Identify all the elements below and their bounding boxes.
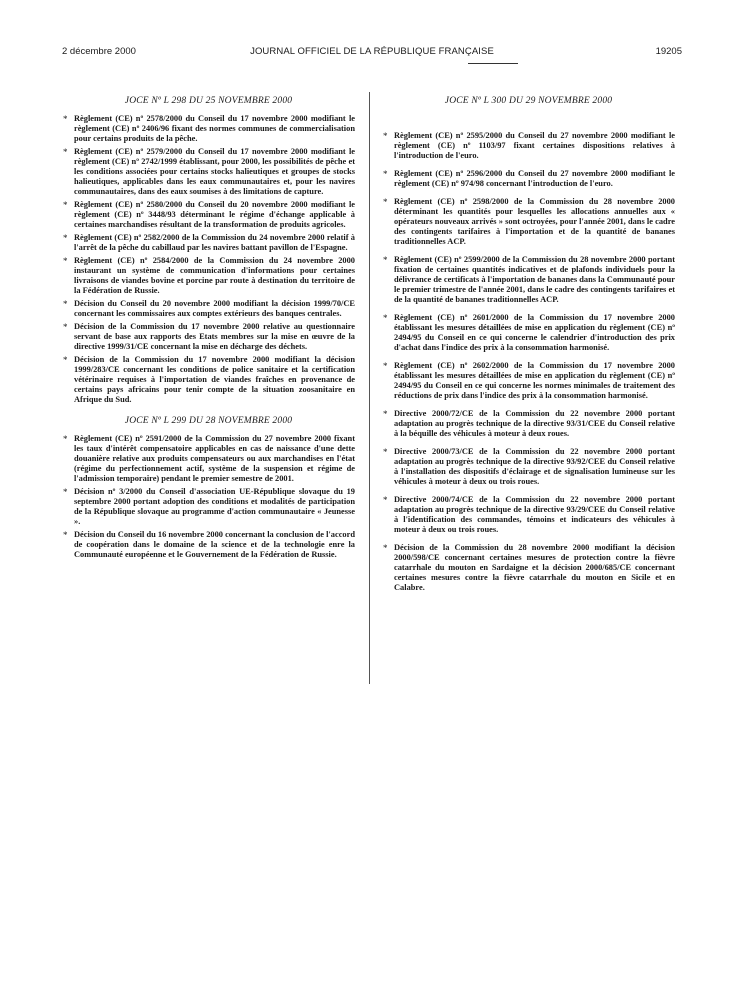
entry-text: Règlement (CE) nº 2596/2000 du Conseil du 27 novembre 2000 modifiant le règlement (CE) nº 974/98 concernant l'introduction de l'euro. — [394, 169, 675, 188]
entry-text: Décision du Conseil du 20 novembre 2000 modifiant la décision 1999/70/CE concernant les commissaires aux comptes extérieurs des banques centrales. — [74, 299, 355, 318]
entry-text: Règlement (CE) nº 2601/2000 de la Commission du 17 novembre 2000 établissant les mesures détaillées de mise en application du règlement (CE) nº 2494/95 du Conseil en ce qui concerne le calendrier d'introduction des prix d'achat dans l'indice des prix à la consommation harmonisé. — [394, 313, 675, 352]
list-item — [62, 530, 355, 560]
entry-text: Règlement (CE) nº 2578/2000 du Conseil du 17 novembre 2000 modifiant le règlement (CE) nº 2406/96 fixant des normes communes de commercialisation pour certains produits de la pêche. — [74, 114, 355, 143]
list-item — [382, 447, 675, 487]
entry-text: Décision nº 3/2000 du Conseil d'association UE-République slovaque du 19 septembre 2000 portant adoption des conditions et modalités de participation de la République slovaque au programme d'action communautaire « Jeunesse ». — [74, 487, 355, 526]
section-title-l298: JOCE Nº L 298 DU 25 NOVEMBRE 2000 — [124, 96, 293, 106]
asterisk-icon: * — [63, 322, 68, 332]
asterisk-icon: * — [63, 487, 68, 497]
entry-text: Décision de la Commission du 17 novembre 2000 relative au questionnaire servant de base aux rapports des Etats membres sur la mise en œuvre de la directive 1999/31/CE concernant la mise en décharge des déchets. — [74, 322, 355, 351]
list-item — [382, 313, 675, 353]
asterisk-icon: * — [63, 200, 68, 210]
page-number: 19205 — [655, 46, 682, 57]
entry-list-l298 — [62, 114, 355, 405]
asterisk-icon: * — [383, 543, 388, 553]
asterisk-icon: * — [63, 233, 68, 243]
entry-text: Décision du Conseil du 16 novembre 2000 concernant la conclusion de l'accord de coopération dans le domaine de la science et de la technologie enre la Communauté européenne et le Gouvernement de la Fédération de Russie. — [74, 530, 355, 559]
list-item — [62, 299, 355, 319]
asterisk-icon: * — [383, 255, 388, 265]
asterisk-icon: * — [383, 169, 388, 179]
section-title-l300: JOCE Nº L 300 DU 29 NOVEMBRE 2000 — [444, 96, 613, 106]
list-item — [62, 233, 355, 253]
asterisk-icon: * — [383, 495, 388, 505]
list-item — [382, 495, 675, 535]
column-divider — [369, 92, 370, 684]
asterisk-icon: * — [63, 147, 68, 157]
list-item — [382, 197, 675, 247]
list-item — [62, 355, 355, 405]
list-item — [62, 114, 355, 144]
header-rule — [468, 63, 518, 64]
list-item — [62, 147, 355, 197]
page-header — [62, 46, 682, 60]
list-item — [382, 131, 675, 161]
asterisk-icon: * — [383, 131, 388, 141]
entry-text: Décision de la Commission du 17 novembre 2000 modifiant la décision 1999/283/CE concernant les conditions de police sanitaire et la certification vétérinaire requises à l'importation de viandes fraîches en provenance de certains pays africains pour tenir compte de la situation zoosanitaire en Afrique du Sud. — [74, 355, 355, 404]
entry-text: Règlement (CE) nº 2599/2000 de la Commission du 28 novembre 2000 portant fixation de certaines quantités indicatives et de plafonds individuels pour la délivrance de certificats à l'importation de bananes dans la Communauté pour le premier trimestre de l'année 2001, dans le cadre des contingents tarifaires et de la quantité de bananes traditionnelles ACP. — [394, 255, 675, 304]
entry-text: Règlement (CE) nº 2584/2000 de la Commission du 24 novembre 2000 instaurant un système de communication d'informations pour certaines livraisons de viandes bovine et porcine par route à destination du territoire de la Fédération de Russie. — [74, 256, 355, 295]
journal-title: JOURNAL OFFICIEL DE LA RÉPUBLIQUE FRANÇAISE — [250, 46, 494, 57]
asterisk-icon: * — [63, 114, 68, 124]
asterisk-icon: * — [383, 313, 388, 323]
asterisk-icon: * — [63, 355, 68, 365]
asterisk-icon: * — [383, 197, 388, 207]
header-date: 2 décembre 2000 — [62, 46, 136, 57]
list-item — [62, 256, 355, 296]
list-item — [382, 169, 675, 189]
entry-text: Décision de la Commission du 28 novembre 2000 modifiant la décision 2000/598/CE concernant certaines mesures de protection contre la fièvre catarrhale du mouton en Sardaigne et la décision 2000/685/CE concernant certaines mesures contre la fièvre catarrhale du mouton en Sicile et en Calabre. — [394, 543, 675, 592]
list-item — [382, 543, 675, 593]
asterisk-icon: * — [383, 361, 388, 371]
entry-list-l299 — [62, 434, 355, 560]
asterisk-icon: * — [63, 530, 68, 540]
entry-text: Directive 2000/73/CE de la Commission du 22 novembre 2000 portant adaptation au progrès technique de la directive 93/92/CEE du Conseil relative à l'installation des dispositifs d'éclairage et de signalisation lumineuse sur les véhicules à moteur à deux ou trois roues. — [394, 447, 675, 486]
list-item — [62, 487, 355, 527]
asterisk-icon: * — [63, 299, 68, 309]
asterisk-icon: * — [63, 434, 68, 444]
entry-text: Règlement (CE) nº 2582/2000 de la Commission du 24 novembre 2000 relatif à l'arrêt de la pêche du cabillaud par les navires battant pavillon de l'Espagne. — [74, 233, 355, 252]
asterisk-icon: * — [383, 409, 388, 419]
entry-text: Règlement (CE) nº 2580/2000 du Conseil du 20 novembre 2000 modifiant le règlement (CE) nº 3448/93 déterminant le régime d'échange applicable à certaines marchandises résultant de la transformation de produits agricoles. — [74, 200, 355, 229]
left-column — [62, 96, 355, 563]
section-title-l299: JOCE Nº L 299 DU 28 NOVEMBRE 2000 — [124, 416, 293, 426]
list-item — [62, 200, 355, 230]
list-item — [62, 322, 355, 352]
entry-text: Directive 2000/72/CE de la Commission du 22 novembre 2000 portant adaptation au progrès technique de la directive 93/31/CEE du Conseil relative à la béquille des véhicules à moteur à deux roues. — [394, 409, 675, 438]
entry-list-l300 — [382, 131, 675, 593]
list-item — [382, 255, 675, 305]
entry-text: Règlement (CE) nº 2602/2000 de la Commission du 17 novembre 2000 établissant les mesures détaillées de mise en application du règlement (CE) nº 2494/95 du Conseil en ce qui concerne les normes minimales de traitement des réductions de prix dans l'indice des prix à la consommation harmonisé. — [394, 361, 675, 400]
entry-text: Directive 2000/74/CE de la Commission du 22 novembre 2000 portant adaptation au progrès technique de la directive 93/29/CEE du Conseil relative à l'identification des commandes, témoins et indicateurs des véhicules à moteur à deux ou trois roues. — [394, 495, 675, 534]
asterisk-icon: * — [63, 256, 68, 266]
entry-text: Règlement (CE) nº 2598/2000 de la Commission du 28 novembre 2000 déterminant les quantités pour lesquelles les allocations annuelles aux « opérateurs nouveaux arrivés » sont octroyées, pour l'année 2001, dans le cadre des contingents tarifaires à l'importation et de la quantité de bananes traditionnelles ACP. — [394, 197, 675, 246]
entry-text: Règlement (CE) nº 2591/2000 de la Commission du 27 novembre 2000 fixant les taux d'intérêt compensatoire applicables en cas de naissance d'une dette douanière relative aux produits compensateurs ou aux marchandises en l'état (régime du perfectionnement actif, système de la suspension et régime de l'admission temporaire) pendant le premier semestre de 2001. — [74, 434, 355, 483]
entry-text: Règlement (CE) nº 2595/2000 du Conseil du 27 novembre 2000 modifiant le règlement (CE) nº 1103/97 fixant certaines dispositions relatives à l'introduction de l'euro. — [394, 131, 675, 160]
list-item — [62, 434, 355, 484]
asterisk-icon: * — [383, 447, 388, 457]
list-item — [382, 361, 675, 401]
list-item — [382, 409, 675, 439]
entry-text: Règlement (CE) nº 2579/2000 du Conseil du 17 novembre 2000 modifiant le règlement (CE) nº 2742/1999 établissant, pour 2000, les possibilités de pêche et les conditions associées pour certains stocks halieutiques et groupes de stocks halieutiques, applicables dans les eaux communautaires et, pour les navires communautaires, dans des eaux soumises à des limitations de capture. — [74, 147, 355, 196]
right-column — [382, 96, 675, 601]
